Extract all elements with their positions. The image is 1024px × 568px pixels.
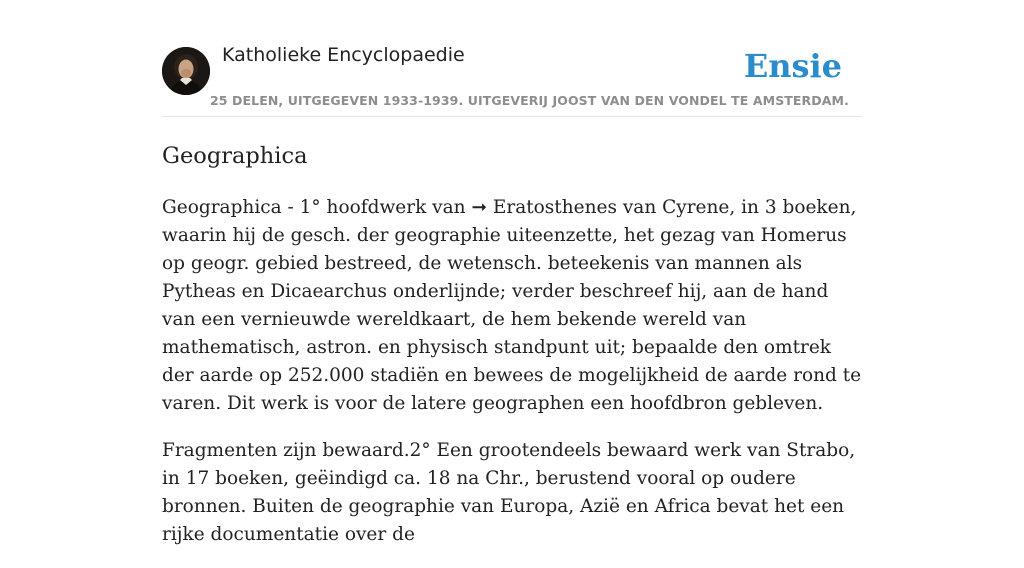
ensie-logo-link[interactable]: Ensie — [743, 47, 842, 85]
article-page — [162, 0, 862, 568]
paragraph-1-intro: Geographica - 1° hoofdwerk van — [162, 197, 472, 218]
entry-body — [162, 194, 862, 549]
source-header — [162, 0, 862, 117]
arrow-right-icon: ➞ — [471, 197, 487, 218]
entry-paragraph-1 — [162, 194, 862, 418]
source-title[interactable]: Katholieke Encyclopaedie — [222, 44, 465, 66]
xref-eratosthenes-link[interactable] — [471, 197, 617, 218]
entry-paragraph-2: Fragmenten zijn bewaard.2° Een grootendeels bewaard werk van Strabo, in 17 boeken, geëindigd ca. 18 na Chr., berustend vooral op oudere bronnen. Buiten de geographie van Europa, Azië en Africa bevat het een rijke documentatie over de — [162, 440, 856, 545]
source-avatar[interactable] — [162, 47, 210, 95]
xref-label: Eratosthenes — [492, 197, 617, 218]
entry-title: Geographica — [162, 143, 308, 169]
paragraph-1-rest: van Cyrene, in 3 boeken, waarin hij de gesch. der geographie uiteenzette, het gezag van Homerus op geogr. gebied bestreed, de wetensch. beteekenis van mannen als Pytheas en Dicaearchus onderlijnde; verder beschreef hij, aan de hand van een vernieuwde wereldkaart, de hem bekende wereld van mathematisch, astron. en physisch standpunt uit; bepaalde den omtrek der aarde op 252.000 stadiën en bewees de mogelijkheid de aarde rond te varen. Dit werk is voor de latere geographen een hoofdbron gebleven. — [162, 197, 862, 414]
source-meta: 25 DELEN, UITGEGEVEN 1933-1939. UITGEVERIJ JOOST VAN DEN VONDEL TE AMSTERDAM. — [210, 93, 849, 108]
portrait-icon — [162, 47, 210, 95]
